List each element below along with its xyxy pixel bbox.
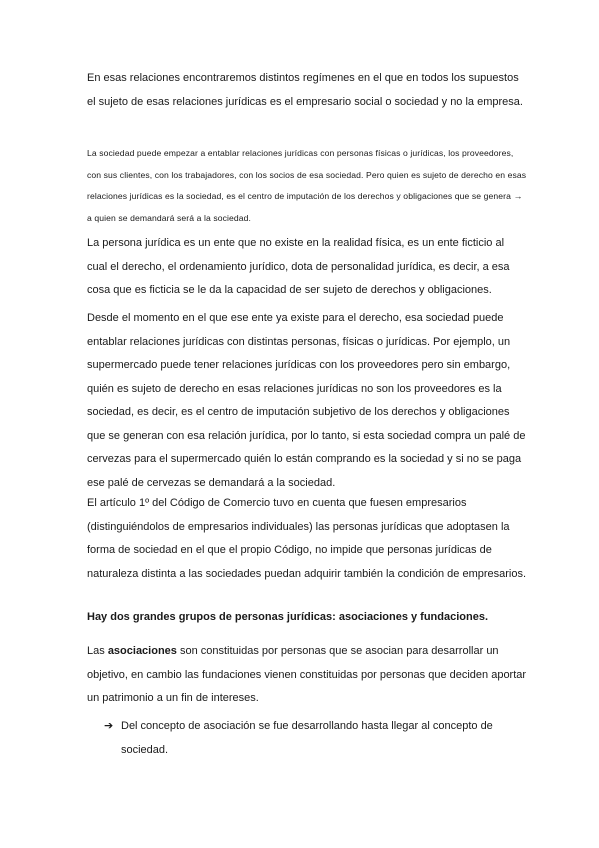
right-arrow-icon: → xyxy=(513,191,523,201)
asociaciones-text: son constituidas por personas que se asocian para desarrollar un objetivo, en cambio las fundaciones vienen constituidas por personas que deciden aportar un patrimonio a un fin de intereses. xyxy=(87,645,527,704)
paragraph-sociedad-text: La sociedad puede empezar a entablar relaciones jurídicas con personas físicas o jurídicas, los proveedores, con sus clientes, con los trabajadores, con los socios de esa sociedad. Pero quien es sujeto de derecho en esas relaciones jurídicas es la sociedad, es el centro de imputación de los derechos y obligaciones que se genera xyxy=(87,148,527,201)
section-heading: Hay dos grandes grupos de personas jurídicas: asociaciones y fundaciones. xyxy=(87,611,489,623)
asociaciones-prefix: Las xyxy=(87,645,105,657)
paragraph-persona-juridica: La persona jurídica es un ente que no existe en la realidad física, es un ente ficticio al cual el derecho, el ordenamiento jurídico, dota de personalidad jurídica, es decir, a esa cosa que es ficticia se le da la capacidad de ser sujeto de derechos y obligaciones. xyxy=(87,237,510,296)
arrow-bullet-icon: ➔ xyxy=(104,720,114,732)
bullet-item xyxy=(104,715,529,762)
paragraph-regimenes: En esas relaciones encontraremos distintos regímenes en el que en todos los supuestos el sujeto de esas relaciones jurídicas es el empresario social o sociedad y no la empresa. xyxy=(87,72,523,108)
paragraph-sociedad-relaciones xyxy=(87,143,527,229)
bullet-text: Del concepto de asociación se fue desarrollando hasta llegar al concepto de sociedad. xyxy=(121,720,493,756)
paragraph-asociaciones xyxy=(87,640,527,711)
paragraph-sociedad-conclusion: a quien se demandará será a la sociedad. xyxy=(87,212,252,223)
paragraph-supermercado-ejemplo: Desde el momento en el que ese ente ya existe para el derecho, esa sociedad puede entablar relaciones jurídicas con distintas personas, físicas o jurídicas. Por ejemplo, un supermercado puede tener relaciones jurídicas con los proveedores pero sin embargo, quién es sujeto de derecho en esas relaciones jurídicas no son los proveedores es la sociedad, es decir, es el centro de imputación subjetivo de los derechos y obligaciones que se generan con esa relación jurídica, por lo tanto, si esta sociedad compra un palé de cervezas para el supermercado quién lo están comprando es la sociedad y si no se paga ese palé de cervezas se demandará a la sociedad. xyxy=(87,312,526,489)
paragraph-codigo-comercio: El artículo 1º del Código de Comercio tuvo en cuenta que fuesen empresarios (distinguiéndolos de empresarios individuales) las personas jurídicas que adoptasen la forma de sociedad en el que el propio Código, no impide que personas jurídicas de naturaleza distinta a las sociedades puedan adquirir también la condición de empresarios. xyxy=(87,497,527,580)
asociaciones-term: asociaciones xyxy=(107,645,177,657)
